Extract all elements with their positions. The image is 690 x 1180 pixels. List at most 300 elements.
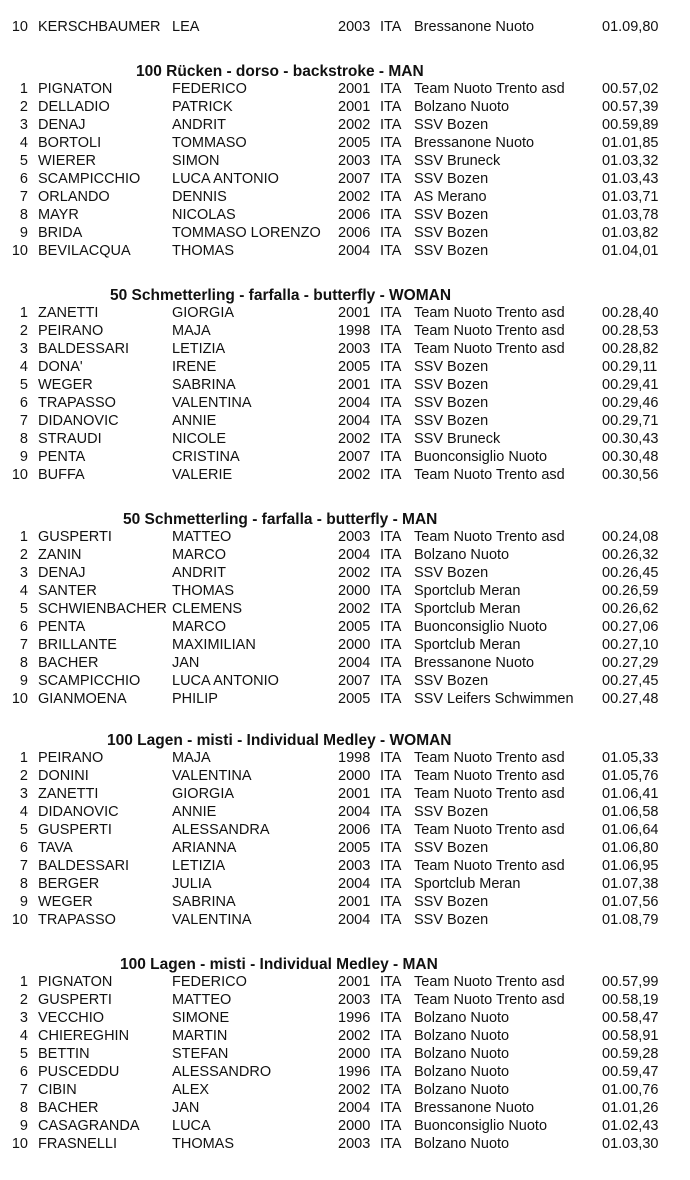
- time: 00.58,47: [602, 1010, 659, 1026]
- first-name: JAN: [172, 655, 200, 671]
- rank: 4: [19, 359, 28, 375]
- birth-year: 2005: [338, 619, 371, 635]
- birth-year: 2005: [338, 135, 371, 151]
- club: SSV Bruneck: [414, 153, 501, 169]
- time: 01.03,82: [602, 225, 659, 241]
- nationality: ITA: [380, 1082, 402, 1098]
- event-title: 100 Lagen - misti - Individual Medley - MAN: [120, 956, 438, 973]
- result-row: [0, 654, 690, 672]
- first-name: MAXIMILIAN: [172, 637, 256, 653]
- rank: 3: [19, 786, 28, 802]
- time: 00.30,48: [602, 449, 659, 465]
- club: SSV Bozen: [414, 804, 489, 820]
- time: 00.28,40: [602, 305, 659, 321]
- first-name: MATTEO: [172, 992, 232, 1008]
- rank: 5: [19, 377, 28, 393]
- time: 00.27,48: [602, 691, 659, 707]
- nationality: ITA: [380, 637, 402, 653]
- birth-year: 2000: [338, 1118, 371, 1134]
- birth-year: 2006: [338, 822, 371, 838]
- birth-year: 2000: [338, 768, 371, 784]
- first-name: GIORGIA: [172, 786, 235, 802]
- first-name: FEDERICO: [172, 81, 247, 97]
- rank: 7: [19, 637, 28, 653]
- rank: 4: [19, 1028, 28, 1044]
- club: SSV Bruneck: [414, 431, 501, 447]
- result-row: [0, 785, 690, 803]
- time: 00.57,99: [602, 974, 659, 990]
- result-row: [0, 1009, 690, 1027]
- nationality: ITA: [380, 601, 402, 617]
- birth-year: 1998: [338, 323, 371, 339]
- time: 00.24,08: [602, 529, 659, 545]
- club: Team Nuoto Trento asd: [414, 341, 565, 357]
- rank: 3: [19, 117, 28, 133]
- last-name: SANTER: [38, 583, 97, 599]
- birth-year: 2004: [338, 804, 371, 820]
- birth-year: 2003: [338, 153, 371, 169]
- first-name: THOMAS: [172, 243, 235, 259]
- rank: 8: [19, 876, 28, 892]
- nationality: ITA: [380, 153, 402, 169]
- rank: 10: [11, 243, 28, 259]
- result-row: [0, 116, 690, 134]
- last-name: MAYR: [38, 207, 79, 223]
- club: Bolzano Nuoto: [414, 547, 510, 563]
- last-name: DONINI: [38, 768, 89, 784]
- last-name: PEIRANO: [38, 323, 104, 339]
- nationality: ITA: [380, 894, 402, 910]
- birth-year: 2007: [338, 673, 371, 689]
- club: SSV Bozen: [414, 565, 489, 581]
- last-name: BERGER: [38, 876, 100, 892]
- result-row: [0, 1135, 690, 1153]
- time: 00.59,89: [602, 117, 659, 133]
- time: 01.06,95: [602, 858, 659, 874]
- club: Sportclub Meran: [414, 637, 521, 653]
- time: 00.27,10: [602, 637, 659, 653]
- rank: 7: [19, 1082, 28, 1098]
- nationality: ITA: [380, 1010, 402, 1026]
- birth-year: 2006: [338, 225, 371, 241]
- rank: 9: [19, 673, 28, 689]
- nationality: ITA: [380, 547, 402, 563]
- last-name: BACHER: [38, 1100, 99, 1116]
- nationality: ITA: [380, 225, 402, 241]
- rank: 1: [19, 305, 28, 321]
- time: 00.58,91: [602, 1028, 659, 1044]
- last-name: SCHWIENBACHER: [38, 601, 167, 617]
- time: 01.03,71: [602, 189, 659, 205]
- birth-year: 2005: [338, 691, 371, 707]
- nationality: ITA: [380, 1118, 402, 1134]
- result-row: [0, 304, 690, 322]
- birth-year: 2001: [338, 786, 371, 802]
- birth-year: 2003: [338, 529, 371, 545]
- time: 01.07,38: [602, 876, 659, 892]
- time: 00.29,46: [602, 395, 659, 411]
- result-row: [0, 134, 690, 152]
- rank: 3: [19, 1010, 28, 1026]
- result-row: [0, 1117, 690, 1135]
- club: SSV Bozen: [414, 207, 489, 223]
- first-name: PHILIP: [172, 691, 218, 707]
- last-name: SCAMPICCHIO: [38, 673, 141, 689]
- nationality: ITA: [380, 840, 402, 856]
- birth-year: 2000: [338, 1046, 371, 1062]
- nationality: ITA: [380, 1100, 402, 1116]
- club: Bressanone Nuoto: [414, 1100, 535, 1116]
- rank: 4: [19, 804, 28, 820]
- time: 01.08,79: [602, 912, 659, 928]
- club: Team Nuoto Trento asd: [414, 822, 565, 838]
- club: SSV Bozen: [414, 840, 489, 856]
- result-row: [0, 821, 690, 839]
- last-name: GIANMOENA: [38, 691, 127, 707]
- result-row: [0, 1081, 690, 1099]
- club: Bressanone Nuoto: [414, 135, 535, 151]
- birth-year: 2002: [338, 601, 371, 617]
- result-row: [0, 839, 690, 857]
- rank: 5: [19, 1046, 28, 1062]
- result-row: [0, 170, 690, 188]
- birth-year: 2004: [338, 912, 371, 928]
- last-name: GUSPERTI: [38, 822, 112, 838]
- club: SSV Bozen: [414, 243, 489, 259]
- first-name: LUCA: [172, 1118, 211, 1134]
- result-row: [0, 1099, 690, 1117]
- last-name: DIDANOVIC: [38, 413, 119, 429]
- first-name: SABRINA: [172, 377, 236, 393]
- time: 01.03,32: [602, 153, 659, 169]
- time: 01.09,80: [602, 19, 659, 35]
- nationality: ITA: [380, 207, 402, 223]
- club: Team Nuoto Trento asd: [414, 858, 565, 874]
- rank: 5: [19, 601, 28, 617]
- result-row: [0, 322, 690, 340]
- first-name: ANDRIT: [172, 565, 226, 581]
- club: SSV Bozen: [414, 171, 489, 187]
- last-name: DENAJ: [38, 565, 86, 581]
- result-row: [0, 690, 690, 708]
- result-row: [0, 1063, 690, 1081]
- nationality: ITA: [380, 243, 402, 259]
- last-name: BALDESSARI: [38, 341, 130, 357]
- last-name: PIGNATON: [38, 974, 113, 990]
- nationality: ITA: [380, 565, 402, 581]
- rank: 8: [19, 431, 28, 447]
- club: AS Merano: [414, 189, 487, 205]
- time: 01.05,33: [602, 750, 659, 766]
- rank: 1: [19, 750, 28, 766]
- last-name: PIGNATON: [38, 81, 113, 97]
- club: Bolzano Nuoto: [414, 1028, 510, 1044]
- last-name: WIERER: [38, 153, 96, 169]
- first-name: CLEMENS: [172, 601, 243, 617]
- result-row: [0, 893, 690, 911]
- rank: 9: [19, 225, 28, 241]
- nationality: ITA: [380, 992, 402, 1008]
- last-name: SCAMPICCHIO: [38, 171, 141, 187]
- first-name: ANNIE: [172, 804, 217, 820]
- result-row: [0, 242, 690, 260]
- nationality: ITA: [380, 341, 402, 357]
- birth-year: 2001: [338, 974, 371, 990]
- club: Bolzano Nuoto: [414, 1082, 510, 1098]
- rank: 9: [19, 894, 28, 910]
- rank: 6: [19, 840, 28, 856]
- time: 01.00,76: [602, 1082, 659, 1098]
- nationality: ITA: [380, 117, 402, 133]
- first-name: VALERIE: [172, 467, 233, 483]
- nationality: ITA: [380, 305, 402, 321]
- result-row: [0, 1045, 690, 1063]
- birth-year: 2002: [338, 189, 371, 205]
- nationality: ITA: [380, 912, 402, 928]
- result-row: [0, 1027, 690, 1045]
- rank: 9: [19, 1118, 28, 1134]
- first-name: JULIA: [172, 876, 212, 892]
- rank: 1: [19, 81, 28, 97]
- first-name: JAN: [172, 1100, 200, 1116]
- rank: 10: [11, 1136, 28, 1152]
- time: 00.30,43: [602, 431, 659, 447]
- result-row: [0, 582, 690, 600]
- result-row: [0, 152, 690, 170]
- birth-year: 2004: [338, 876, 371, 892]
- result-row: [0, 80, 690, 98]
- time: 01.01,26: [602, 1100, 659, 1116]
- time: 00.58,19: [602, 992, 659, 1008]
- rank: 7: [19, 858, 28, 874]
- result-row: [0, 991, 690, 1009]
- last-name: GUSPERTI: [38, 992, 112, 1008]
- birth-year: 2000: [338, 637, 371, 653]
- result-row: [0, 188, 690, 206]
- time: 00.27,06: [602, 619, 659, 635]
- first-name: ALEX: [172, 1082, 210, 1098]
- nationality: ITA: [380, 974, 402, 990]
- nationality: ITA: [380, 655, 402, 671]
- first-name: ALESSANDRO: [172, 1064, 272, 1080]
- club: Bolzano Nuoto: [414, 1046, 510, 1062]
- nationality: ITA: [380, 467, 402, 483]
- nationality: ITA: [380, 377, 402, 393]
- first-name: LUCA ANTONIO: [172, 673, 279, 689]
- nationality: ITA: [380, 19, 402, 35]
- rank: 3: [19, 565, 28, 581]
- time: 00.26,62: [602, 601, 659, 617]
- first-name: FEDERICO: [172, 974, 247, 990]
- nationality: ITA: [380, 583, 402, 599]
- result-row: [0, 412, 690, 430]
- nationality: ITA: [380, 413, 402, 429]
- birth-year: 2004: [338, 413, 371, 429]
- last-name: DELLADIO: [38, 99, 110, 115]
- club: Buonconsiglio Nuoto: [414, 1118, 548, 1134]
- last-name: TAVA: [38, 840, 73, 856]
- birth-year: 2001: [338, 377, 371, 393]
- rank: 4: [19, 135, 28, 151]
- nationality: ITA: [380, 750, 402, 766]
- club: Team Nuoto Trento asd: [414, 750, 565, 766]
- club: SSV Bozen: [414, 377, 489, 393]
- rank: 9: [19, 449, 28, 465]
- birth-year: 2002: [338, 117, 371, 133]
- first-name: ANDRIT: [172, 117, 226, 133]
- rank: 6: [19, 619, 28, 635]
- birth-year: 2002: [338, 1028, 371, 1044]
- birth-year: 2005: [338, 840, 371, 856]
- club: Buonconsiglio Nuoto: [414, 449, 548, 465]
- club: SSV Bozen: [414, 117, 489, 133]
- club: Bressanone Nuoto: [414, 655, 535, 671]
- first-name: MARCO: [172, 547, 226, 563]
- last-name: DIDANOVIC: [38, 804, 119, 820]
- result-row: [0, 394, 690, 412]
- club: Team Nuoto Trento asd: [414, 467, 565, 483]
- result-row: [0, 448, 690, 466]
- time: 00.29,71: [602, 413, 659, 429]
- rank: 10: [11, 467, 28, 483]
- club: Bolzano Nuoto: [414, 99, 510, 115]
- result-row: [0, 376, 690, 394]
- nationality: ITA: [380, 99, 402, 115]
- result-row: [0, 875, 690, 893]
- result-row: [0, 564, 690, 582]
- last-name: CHIEREGHIN: [38, 1028, 130, 1044]
- last-name: BALDESSARI: [38, 858, 130, 874]
- time: 00.26,45: [602, 565, 659, 581]
- rank: 2: [19, 99, 28, 115]
- first-name: LUCA ANTONIO: [172, 171, 279, 187]
- first-name: STEFAN: [172, 1046, 229, 1062]
- last-name: FRASNELLI: [38, 1136, 117, 1152]
- result-row: [0, 206, 690, 224]
- club: SSV Bozen: [414, 395, 489, 411]
- result-row: [0, 600, 690, 618]
- rank: 3: [19, 341, 28, 357]
- nationality: ITA: [380, 822, 402, 838]
- result-row: [0, 546, 690, 564]
- time: 01.06,58: [602, 804, 659, 820]
- rank: 5: [19, 822, 28, 838]
- first-name: VALENTINA: [172, 395, 252, 411]
- nationality: ITA: [380, 876, 402, 892]
- first-name: PATRICK: [172, 99, 233, 115]
- club: Team Nuoto Trento asd: [414, 529, 565, 545]
- time: 00.57,02: [602, 81, 659, 97]
- result-row: [0, 767, 690, 785]
- last-name: WEGER: [38, 894, 93, 910]
- time: 01.06,64: [602, 822, 659, 838]
- birth-year: 2002: [338, 1082, 371, 1098]
- first-name: LEA: [172, 19, 200, 35]
- nationality: ITA: [380, 171, 402, 187]
- time: 00.29,11: [602, 359, 658, 375]
- birth-year: 1996: [338, 1064, 371, 1080]
- time: 01.04,01: [602, 243, 659, 259]
- result-row: [0, 749, 690, 767]
- time: 01.06,80: [602, 840, 659, 856]
- nationality: ITA: [380, 691, 402, 707]
- first-name: DENNIS: [172, 189, 227, 205]
- rank: 6: [19, 395, 28, 411]
- rank: 8: [19, 655, 28, 671]
- time: 01.07,56: [602, 894, 659, 910]
- last-name: ZANIN: [38, 547, 82, 563]
- first-name: TOMMASO LORENZO: [172, 225, 321, 241]
- first-name: ANNIE: [172, 413, 217, 429]
- time: 01.03,78: [602, 207, 659, 223]
- first-name: MARCO: [172, 619, 226, 635]
- result-row: [0, 340, 690, 358]
- nationality: ITA: [380, 431, 402, 447]
- birth-year: 2007: [338, 171, 371, 187]
- birth-year: 2002: [338, 431, 371, 447]
- time: 01.05,76: [602, 768, 659, 784]
- first-name: THOMAS: [172, 1136, 235, 1152]
- first-name: THOMAS: [172, 583, 235, 599]
- result-row: [0, 803, 690, 821]
- nationality: ITA: [380, 1028, 402, 1044]
- birth-year: 2003: [338, 341, 371, 357]
- first-name: MARTIN: [172, 1028, 228, 1044]
- first-name: ALESSANDRA: [172, 822, 270, 838]
- result-row: [0, 911, 690, 929]
- last-name: PEIRANO: [38, 750, 104, 766]
- birth-year: 2001: [338, 81, 371, 97]
- event-title: 50 Schmetterling - farfalla - butterfly - WOMAN: [110, 287, 452, 304]
- time: 00.59,47: [602, 1064, 659, 1080]
- first-name: VALENTINA: [172, 768, 252, 784]
- club: SSV Bozen: [414, 673, 489, 689]
- time: 00.57,39: [602, 99, 659, 115]
- time: 00.29,41: [602, 377, 659, 393]
- rank: 7: [19, 189, 28, 205]
- nationality: ITA: [380, 81, 402, 97]
- nationality: ITA: [380, 1064, 402, 1080]
- time: 00.28,53: [602, 323, 659, 339]
- first-name: CRISTINA: [172, 449, 240, 465]
- rank: 2: [19, 992, 28, 1008]
- club: SSV Bozen: [414, 413, 489, 429]
- birth-year: 1998: [338, 750, 371, 766]
- birth-year: 2004: [338, 1100, 371, 1116]
- birth-year: 2003: [338, 992, 371, 1008]
- first-name: NICOLE: [172, 431, 226, 447]
- result-row: [0, 466, 690, 484]
- birth-year: 2005: [338, 359, 371, 375]
- club: Bressanone Nuoto: [414, 19, 535, 35]
- first-name: SABRINA: [172, 894, 236, 910]
- first-name: TOMMASO: [172, 135, 247, 151]
- last-name: BEVILACQUA: [38, 243, 131, 259]
- result-row: [0, 672, 690, 690]
- birth-year: 2003: [338, 858, 371, 874]
- result-row: [0, 430, 690, 448]
- rank: 8: [19, 207, 28, 223]
- last-name: WEGER: [38, 377, 93, 393]
- first-name: GIORGIA: [172, 305, 235, 321]
- first-name: SIMON: [172, 153, 220, 169]
- last-name: BUFFA: [38, 467, 85, 483]
- result-row: [0, 358, 690, 376]
- result-row: [0, 857, 690, 875]
- time: 00.26,32: [602, 547, 659, 563]
- first-name: ARIANNA: [172, 840, 237, 856]
- last-name: BRILLANTE: [38, 637, 117, 653]
